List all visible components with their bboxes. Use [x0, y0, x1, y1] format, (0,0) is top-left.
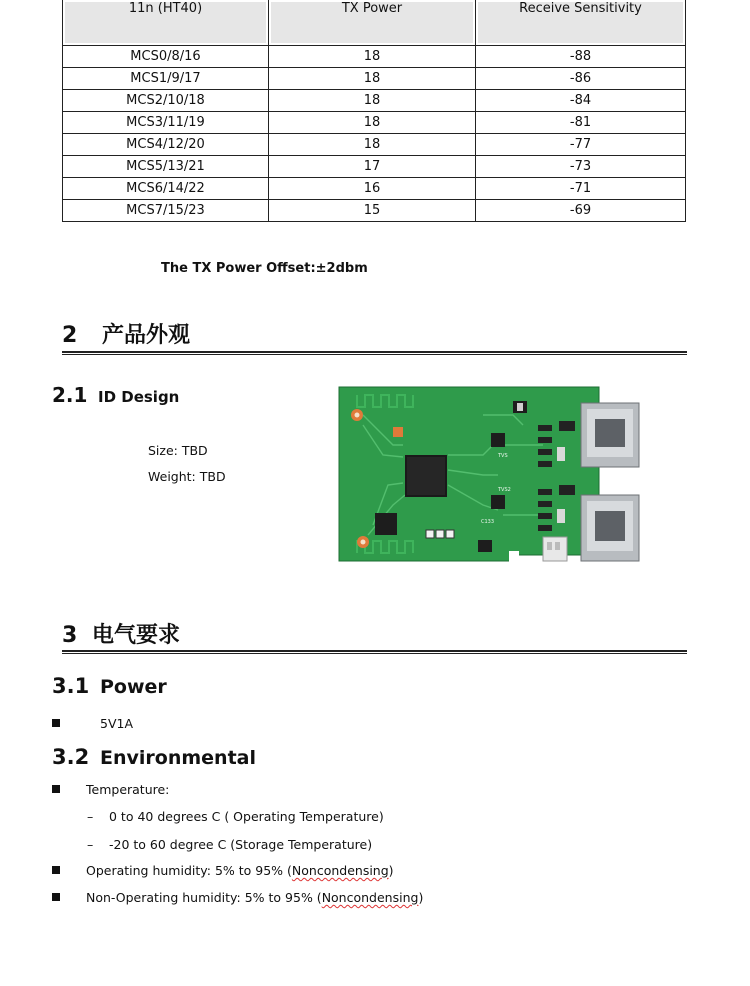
silkscreen-tvs2: TVS2 — [498, 487, 511, 493]
dash-icon: – — [87, 809, 94, 824]
cell-tx: 18 — [269, 90, 476, 112]
dash-icon: – — [87, 837, 94, 852]
table-row — [63, 90, 686, 112]
section-2-rule — [62, 351, 687, 355]
header-receive-sensitivity: Receive Sensitivity — [476, 0, 686, 46]
section-3-number: 3 — [62, 623, 78, 648]
cell-mcs: MCS6/14/22 — [63, 178, 269, 200]
storage-temperature: -20 to 60 degree C (Storage Temperature) — [109, 837, 373, 852]
section-2-number: 2 — [62, 323, 78, 348]
cell-rx: -86 — [476, 68, 686, 90]
bullet-icon — [52, 893, 60, 901]
operating-humidity-word: Noncondensing — [291, 863, 389, 878]
section-2-1-number: 2.1 — [52, 383, 88, 407]
cell-rx: -71 — [476, 178, 686, 200]
bullet-icon — [52, 866, 60, 874]
cell-rx: -84 — [476, 90, 686, 112]
spec-table — [62, 0, 686, 222]
operating-humidity — [86, 863, 394, 878]
section-2-1-heading — [52, 383, 179, 407]
table-row — [63, 46, 686, 68]
cell-tx: 18 — [269, 68, 476, 90]
bullet-icon — [52, 719, 60, 727]
weight-text: Weight: TBD — [148, 469, 226, 484]
silkscreen-tvs: TVS — [498, 453, 508, 459]
cell-mcs: MCS5/13/21 — [63, 156, 269, 178]
operating-temperature: 0 to 40 degrees C ( Operating Temperature) — [109, 809, 384, 824]
table-row — [63, 156, 686, 178]
table-header-row — [63, 0, 686, 46]
tx-power-offset-note: The TX Power Offset:±2dbm — [161, 261, 368, 276]
non-operating-humidity — [86, 890, 423, 905]
section-2-1-title: ID Design — [98, 388, 180, 406]
section-3-1-heading — [52, 674, 167, 698]
section-3-title: 电气要求 — [92, 623, 181, 648]
non-operating-humidity-word: Noncondensing — [321, 890, 419, 905]
cell-mcs: MCS2/10/18 — [63, 90, 269, 112]
section-2-heading — [62, 318, 190, 349]
bullet-icon — [52, 785, 60, 793]
section-3-2-heading — [52, 745, 256, 769]
section-3-heading — [62, 618, 180, 649]
table-row — [63, 112, 686, 134]
cell-rx: -81 — [476, 112, 686, 134]
cell-tx: 18 — [269, 134, 476, 156]
cell-rx: -73 — [476, 156, 686, 178]
cell-mcs: MCS1/9/17 — [63, 68, 269, 90]
cell-rx: -77 — [476, 134, 686, 156]
section-3-1-number: 3.1 — [52, 674, 90, 698]
cell-tx: 18 — [269, 46, 476, 68]
section-3-rule — [62, 650, 687, 654]
cell-mcs: MCS0/8/16 — [63, 46, 269, 68]
table-row — [63, 200, 686, 222]
section-3-2-title: Environmental — [100, 747, 256, 769]
cell-tx: 15 — [269, 200, 476, 222]
header-tx-power: TX Power — [269, 0, 476, 46]
temperature-label: Temperature: — [86, 782, 170, 797]
cell-tx: 16 — [269, 178, 476, 200]
cell-rx: -69 — [476, 200, 686, 222]
cell-rx: -88 — [476, 46, 686, 68]
section-2-title: 产品外观 — [102, 323, 191, 348]
section-3-2-number: 3.2 — [52, 745, 90, 769]
table-row — [63, 134, 686, 156]
operating-humidity-prefix: Operating humidity: 5% to 95% ( — [86, 863, 292, 878]
power-value: 5V1A — [100, 716, 134, 731]
table-row — [63, 178, 686, 200]
non-operating-humidity-suffix: ) — [418, 890, 424, 905]
table-row — [63, 68, 686, 90]
silkscreen-c133: C133 — [481, 519, 495, 525]
operating-humidity-suffix: ) — [388, 863, 394, 878]
cell-tx: 18 — [269, 112, 476, 134]
header-mode: 11n (HT40) — [63, 0, 269, 46]
cell-tx: 17 — [269, 156, 476, 178]
section-3-1-title: Power — [100, 676, 167, 698]
cell-mcs: MCS3/11/19 — [63, 112, 269, 134]
cell-mcs: MCS7/15/23 — [63, 200, 269, 222]
cell-mcs: MCS4/12/20 — [63, 134, 269, 156]
size-text: Size: TBD — [148, 443, 208, 458]
non-operating-humidity-prefix: Non-Operating humidity: 5% to 95% ( — [86, 890, 322, 905]
pcb-board-image — [333, 385, 643, 570]
